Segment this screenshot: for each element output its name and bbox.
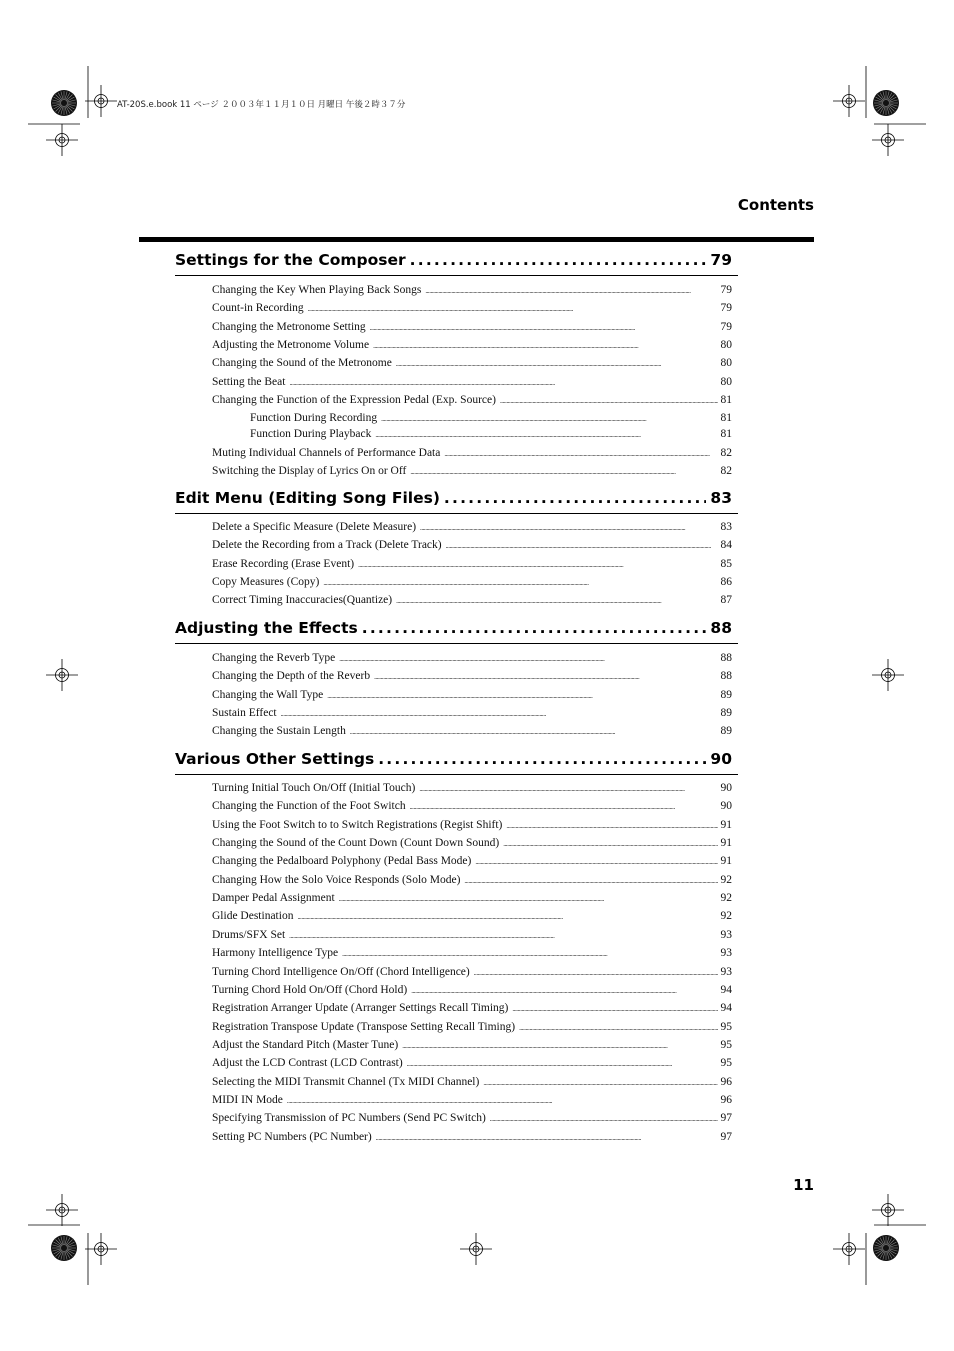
entry-page-number: 95 (720, 1057, 732, 1070)
dot-leader (444, 489, 707, 507)
dot-leader (375, 431, 718, 439)
entry-page-number: 93 (720, 965, 732, 978)
entry-page-number: 92 (720, 892, 732, 905)
dot-leader (410, 803, 718, 811)
toc-entry[interactable] (212, 357, 732, 369)
entry-page-number: 79 (720, 302, 732, 315)
toc-entry[interactable] (212, 910, 732, 922)
entry-title: Setting PC Numbers (PC Number) (212, 1130, 372, 1143)
section-page-number: 83 (710, 489, 732, 507)
toc-entry[interactable] (212, 321, 732, 333)
entry-page-number: 95 (720, 1038, 732, 1051)
entry-page-number: 95 (720, 1020, 732, 1033)
dot-leader (374, 673, 718, 681)
toc-entry[interactable] (212, 1039, 732, 1051)
entry-page-number: 89 (720, 688, 732, 701)
toc-entry[interactable] (212, 576, 732, 588)
dot-leader (475, 858, 718, 866)
entry-page-number: 90 (720, 800, 732, 813)
entry-title: Drums/SFX Set (212, 928, 286, 941)
dot-leader (402, 1042, 718, 1050)
dot-leader (512, 1005, 718, 1013)
entry-title: Delete a Specific Measure (Delete Measure) (212, 521, 417, 533)
toc-entry[interactable] (250, 428, 732, 440)
entry-page-number: 91 (720, 837, 732, 850)
entry-title: Changing the Wall Type (212, 688, 324, 701)
entry-title: Selecting the MIDI Transmit Channel (Tx MIDI Channel) (212, 1075, 480, 1088)
entry-title: Damper Pedal Assignment (212, 892, 335, 905)
dot-leader (410, 251, 707, 269)
dot-leader (342, 950, 718, 958)
dot-leader (490, 1115, 718, 1123)
dot-leader (396, 597, 718, 605)
dot-leader (373, 342, 718, 350)
entry-title: Sustain Effect (212, 707, 277, 720)
dot-leader (483, 1079, 718, 1087)
dot-leader (327, 692, 718, 700)
entry-page-number: 92 (720, 873, 732, 886)
entry-title: Switching the Display of Lyrics On or Off (212, 465, 407, 478)
toc-entry[interactable] (212, 1131, 732, 1143)
entry-page-number: 82 (720, 465, 732, 478)
toc-entry[interactable] (212, 800, 732, 812)
toc-entry[interactable] (212, 1002, 732, 1014)
entry-page-number: 86 (720, 576, 732, 589)
entry-title: Changing the Metronome Setting (212, 320, 366, 333)
entry-page-number: 81 (720, 394, 732, 407)
section-heading[interactable] (175, 750, 738, 775)
toc-entry[interactable] (212, 855, 732, 867)
toc-entry[interactable] (212, 302, 732, 314)
entry-page-number: 91 (720, 855, 732, 868)
dot-leader (350, 728, 718, 736)
dot-leader (425, 287, 718, 295)
dot-leader (500, 397, 718, 405)
toc-entry[interactable] (212, 947, 732, 959)
entry-page-number: 91 (720, 818, 732, 831)
section-title: Settings for the Composer (175, 251, 406, 269)
entry-page-number: 87 (720, 594, 732, 607)
section-page-number: 90 (710, 750, 732, 768)
entry-page-number: 85 (720, 557, 732, 570)
entry-title: Turning Chord Hold On/Off (Chord Hold) (212, 983, 408, 996)
dot-leader (407, 1060, 718, 1068)
toc-entry[interactable] (212, 984, 732, 996)
entry-title: Glide Destination (212, 910, 294, 923)
entry-page-number: 89 (720, 707, 732, 720)
toc-entry[interactable] (212, 837, 732, 849)
dot-leader (519, 1024, 718, 1032)
dot-leader (370, 324, 718, 332)
toc-entry[interactable] (212, 465, 732, 477)
entry-title: Changing the Function of the Expression Pedal (Exp. Source) (212, 394, 496, 407)
entry-page-number: 80 (720, 357, 732, 370)
entry-title: Adjust the LCD Contrast (LCD Contrast) (212, 1057, 403, 1070)
entry-page-number: 94 (720, 983, 732, 996)
dot-leader (410, 468, 718, 476)
entry-page-number: 79 (720, 284, 732, 296)
entry-title: Changing the Key When Playing Back Songs (212, 284, 422, 296)
section-title: Adjusting the Effects (175, 619, 358, 637)
dot-leader (378, 750, 706, 768)
entry-title: Registration Transpose Update (Transpose Setting Recall Timing) (212, 1020, 516, 1033)
dot-leader (358, 561, 718, 569)
entry-title: MIDI IN Mode (212, 1093, 283, 1106)
toc-entry[interactable] (212, 707, 732, 719)
entry-title: Turning Chord Intelligence On/Off (Chord Intelligence) (212, 965, 470, 978)
toc-entry[interactable] (212, 670, 732, 682)
entry-page-number: 89 (720, 725, 732, 738)
dot-leader (381, 415, 718, 423)
toc-entry[interactable] (212, 394, 732, 406)
toc-entry[interactable] (212, 1076, 732, 1088)
entry-page-number: 83 (720, 521, 732, 533)
dot-leader (289, 379, 718, 387)
dot-leader (420, 524, 718, 532)
dot-leader (362, 619, 707, 637)
entry-page-number: 92 (720, 910, 732, 923)
entry-page-number: 96 (720, 1075, 732, 1088)
dot-leader (446, 542, 718, 550)
entry-page-number: 81 (720, 428, 732, 441)
entry-title: Turning Initial Touch On/Off (Initial Touch) (212, 782, 416, 794)
entry-title: Changing the Pedalboard Polyphony (Pedal Bass Mode) (212, 855, 472, 868)
entry-title: Correct Timing Inaccuracies(Quantize) (212, 594, 393, 607)
toc-entry[interactable] (212, 1112, 732, 1124)
entry-title: Copy Measures (Copy) (212, 576, 320, 589)
page-number: 11 (793, 1176, 814, 1194)
toc-entry[interactable] (212, 558, 732, 570)
entry-page-number: 80 (720, 375, 732, 388)
entry-title: Changing How the Solo Voice Responds (Solo Mode) (212, 873, 461, 886)
entry-page-number: 84 (720, 539, 732, 552)
dot-leader (411, 987, 718, 995)
toc-entry[interactable] (212, 929, 732, 941)
entry-page-number: 90 (720, 782, 732, 794)
toc-entry[interactable] (212, 966, 732, 978)
section-title: Edit Menu (Editing Song Files) (175, 489, 440, 507)
toc-entry[interactable] (212, 892, 732, 904)
toc-entry[interactable] (212, 539, 732, 551)
entry-page-number: 88 (720, 652, 732, 664)
toc-entry[interactable] (212, 521, 732, 533)
dot-leader (396, 360, 718, 368)
toc-entry[interactable] (250, 412, 732, 424)
dot-leader (464, 877, 718, 885)
toc-entry[interactable] (212, 447, 732, 459)
entry-title: Changing the Function of the Foot Switch (212, 800, 406, 813)
entry-page-number: 88 (720, 670, 732, 683)
dot-leader (339, 895, 718, 903)
entry-title: Changing the Reverb Type (212, 652, 336, 664)
toc-entry[interactable] (212, 874, 732, 886)
entry-title: Changing the Sound of the Metronome (212, 357, 392, 370)
entry-page-number: 81 (720, 412, 732, 425)
entry-page-number: 94 (720, 1002, 732, 1015)
section-heading[interactable] (175, 251, 738, 276)
entry-page-number: 96 (720, 1093, 732, 1106)
entry-title: Adjusting the Metronome Volume (212, 339, 370, 352)
dot-leader (506, 822, 718, 830)
entry-title: Muting Individual Channels of Performance Data (212, 446, 441, 459)
entry-page-number: 93 (720, 947, 732, 960)
dot-leader (287, 1097, 718, 1105)
dot-leader (444, 450, 718, 458)
section-heading[interactable] (175, 619, 738, 644)
entry-title: Erase Recording (Erase Event) (212, 557, 355, 570)
file-header: AT-20S.e.book 11 ページ ２００３年１１月１０日 月曜日 午後２時３７分 (117, 100, 406, 110)
entry-title: Changing the Depth of the Reverb (212, 670, 371, 683)
entry-title: Registration Arranger Update (Arranger Settings Recall Timing) (212, 1002, 509, 1015)
dot-leader (474, 969, 718, 977)
entry-title: Count-in Recording (212, 302, 304, 315)
dot-leader (503, 840, 718, 848)
section-title: Various Other Settings (175, 750, 375, 768)
dot-leader (281, 710, 718, 718)
entry-page-number: 97 (720, 1112, 732, 1125)
toc-entry[interactable] (212, 1094, 732, 1106)
entry-title: Function During Recording (250, 412, 378, 425)
entry-page-number: 82 (720, 446, 732, 459)
entry-title: Delete the Recording from a Track (Delete Track) (212, 539, 442, 552)
dot-leader (308, 305, 718, 313)
toc-entry[interactable] (212, 284, 732, 296)
section-page-number: 79 (710, 251, 732, 269)
entry-title: Specifying Transmission of PC Numbers (Send PC Switch) (212, 1112, 486, 1125)
entry-page-number: 97 (720, 1130, 732, 1143)
toc-entry[interactable] (212, 689, 732, 701)
entry-page-number: 79 (720, 320, 732, 333)
entry-page-number: 93 (720, 928, 732, 941)
dot-leader (419, 785, 718, 793)
section-heading[interactable] (175, 489, 738, 514)
entry-title: Changing the Sustain Length (212, 725, 346, 738)
entry-title: Setting the Beat (212, 375, 286, 388)
entry-page-number: 80 (720, 339, 732, 352)
dot-leader (297, 913, 718, 921)
dot-leader (376, 1134, 718, 1142)
entry-title: Harmony Intelligence Type (212, 947, 339, 960)
running-head: Contents (737, 196, 814, 214)
toc-entry[interactable] (212, 1021, 732, 1033)
toc-entry[interactable] (212, 594, 732, 606)
toc-entry[interactable] (212, 819, 732, 831)
entry-title: Adjust the Standard Pitch (Master Tune) (212, 1038, 399, 1051)
entry-title: Using the Foot Switch to to Switch Registrations (Regist Shift) (212, 818, 503, 831)
dot-leader (323, 579, 718, 587)
entry-title: Changing the Sound of the Count Down (Count Down Sound) (212, 837, 500, 850)
entry-title: Function During Playback (250, 428, 372, 441)
section-page-number: 88 (710, 619, 732, 637)
toc-entry[interactable] (212, 782, 732, 794)
toc-entry[interactable] (212, 725, 732, 737)
dot-leader (339, 655, 718, 663)
toc-entry[interactable] (212, 376, 732, 388)
toc-entry[interactable] (212, 339, 732, 351)
dot-leader (289, 932, 718, 940)
toc-entry[interactable] (212, 1057, 732, 1069)
toc-entry[interactable] (212, 652, 732, 664)
